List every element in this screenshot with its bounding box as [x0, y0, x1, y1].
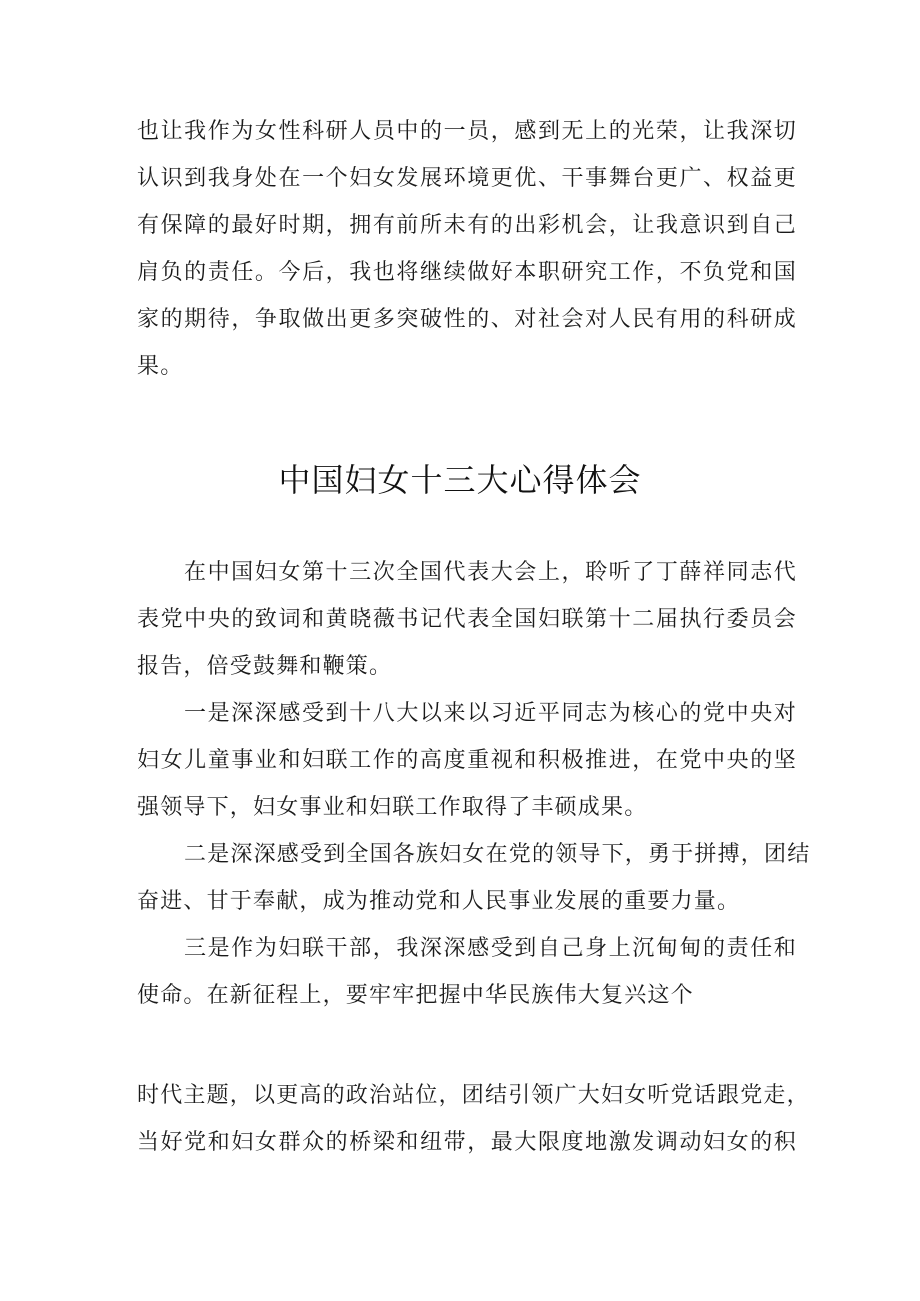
paragraph-line: 奋进、甘于奉献，成为推动党和人民事业发展的重要力量。 — [137, 889, 741, 914]
paragraph-line: 妇女儿童事业和妇联工作的高度重视和积极推进，在党中央的坚 — [137, 748, 797, 773]
paragraph-line: 表党中央的致词和黄晓薇书记代表全国妇联第十二届执行委员会 — [137, 607, 797, 632]
paragraph-line: 家的期待，争取做出更多突破性的、对社会对人民有用的科研成 — [137, 307, 797, 332]
paragraph-line: 使命。在新征程上，要牢牢把握中华民族伟大复兴这个 — [137, 983, 694, 1008]
paragraph-line: 当好党和妇女群众的桥梁和纽带，最大限度地激发调动妇女的积 — [137, 1130, 797, 1155]
paragraph-line: 二是深深感受到全国各族妇女在党的领导下，勇于拼搏，团结 — [184, 842, 811, 867]
paragraph-line: 认识到我身处在一个妇女发展环境更优、干事舞台更广、权益更 — [137, 166, 797, 191]
paragraph-line: 在中国妇女第十三次全国代表大会上，聆听了丁薛祥同志代 — [184, 560, 797, 585]
body-paragraphs — [137, 549, 811, 1019]
paragraph-line: 强领导下，妇女事业和妇联工作取得了丰硕成果。 — [137, 795, 648, 820]
paragraph-line: 三是作为妇联干部，我深深感受到自己身上沉甸甸的责任和 — [184, 936, 797, 961]
bottom-paragraph — [137, 1072, 810, 1166]
paragraph-line: 有保障的最好时期，拥有前所未有的出彩机会，让我意识到自己 — [137, 213, 797, 238]
paragraph-line: 时代主题，以更高的政治站位，团结引领广大妇女听党话跟党走， — [137, 1083, 810, 1108]
paragraph-line: 肩负的责任。今后，我也将继续做好本职研究工作，不负党和国 — [137, 260, 797, 285]
paragraph-line: 一是深深感受到十八大以来以习近平同志为核心的党中央对 — [184, 701, 797, 726]
paragraph-line: 果。 — [137, 354, 184, 379]
continued-paragraph — [137, 108, 797, 390]
paragraph-line: 也让我作为女性科研人员中的一员，感到无上的光荣，让我深切 — [137, 119, 797, 144]
document-title: 中国妇女十三大心得体会 — [278, 461, 642, 499]
paragraph-line: 报告，倍受鼓舞和鞭策。 — [137, 654, 393, 679]
